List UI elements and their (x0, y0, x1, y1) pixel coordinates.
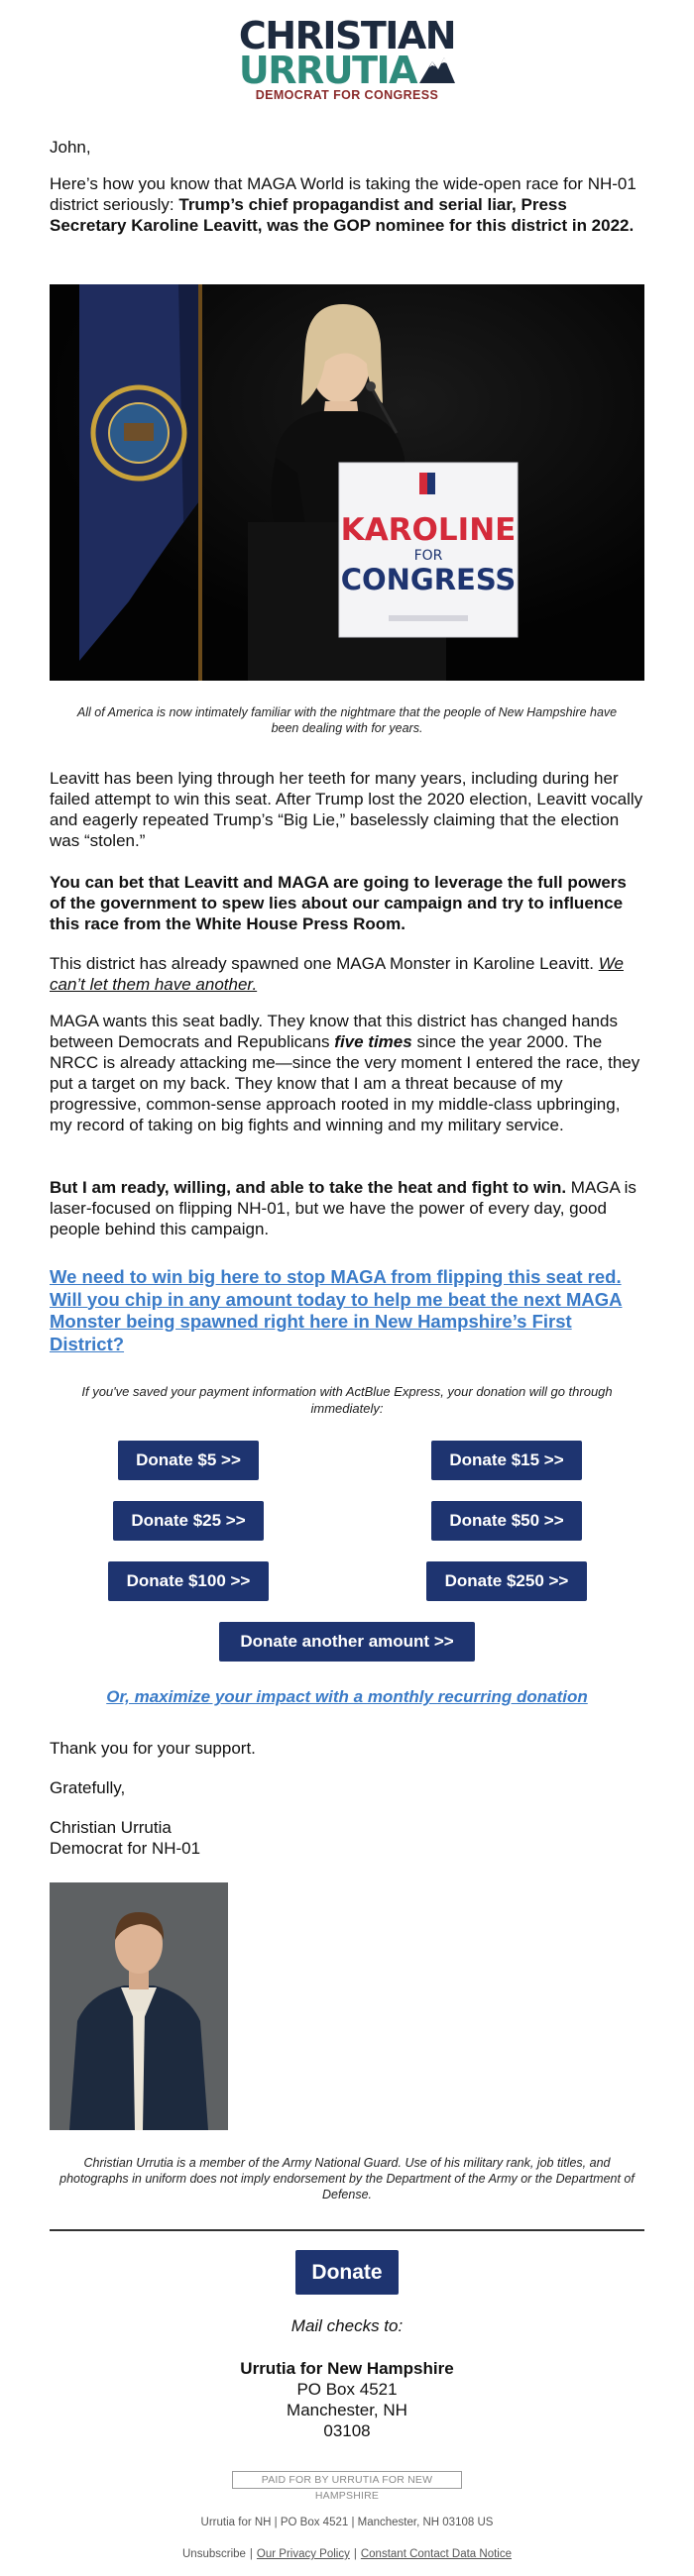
sign-line-2: FOR (413, 548, 443, 564)
separator: | (353, 2548, 357, 2560)
intro-bold: Trump’s chief propagandist and serial liar, Press Secretary Karoline Leavitt, was the GOP nominee for this district in 2022. (50, 195, 635, 235)
campaign-logo (0, 14, 694, 104)
body-paragraph-4 (50, 1011, 644, 1135)
footer-donate-button[interactable]: Donate (295, 2250, 399, 2295)
military-disclaimer: Christian Urrutia is a member of the Army National Guard. Use of his military rank, job titles, and photographs in uniform does not imply endorsement by the Department of the Army or the Department of Defense. (59, 2156, 635, 2201)
sign-line-3: CONGRESS (340, 563, 517, 596)
body-paragraph-2: You can bet that Leavitt and MAGA are going to leverage the full powers of the government to spew lies about our campaign and try to influence this race from the White House Press Room. (50, 873, 627, 933)
privacy-policy-link[interactable]: Our Privacy Policy (256, 2548, 350, 2560)
mail-checks-label: Mail checks to: (290, 2316, 404, 2335)
para4-emphasis: five times (334, 1032, 412, 1051)
body-paragraph-3 (50, 953, 644, 995)
address-po-box: PO Box 4521 (296, 2380, 398, 2399)
logo-tagline: DEMOCRAT FOR CONGRESS (255, 88, 439, 102)
signature-title: Democrat for NH-01 (50, 1839, 201, 1858)
para3-emphasis: We can’t let them have another. (50, 954, 624, 994)
mountain-icon (417, 52, 457, 85)
signature-name: Christian Urrutia (50, 1818, 172, 1837)
portrait-illustration (50, 1882, 228, 2130)
sign-off: Gratefully, (50, 1778, 126, 1797)
thank-you-line: Thank you for your support. (50, 1739, 256, 1758)
donate-250-button[interactable]: Donate $250 >> (426, 1561, 587, 1601)
intro-paragraph (50, 173, 644, 236)
para4-c: since the year 2000. The NRCC is already attacking me—since the very moment I entered the race, they put a target on my back. They know that I am a threat because of my progressive, common-sense approach rooted in my middle-class upbringing, my record of taking on big fights and winning and my military service. (50, 1032, 640, 1134)
actblue-express-note: If you've saved your payment information with ActBlue Express, your donation will go through immediately: (81, 1384, 613, 1416)
logo-last-name: URRUTIA (238, 49, 417, 92)
footer-divider (50, 2229, 644, 2231)
unsubscribe-link[interactable]: Unsubscribe (182, 2548, 246, 2560)
sign-line-1: KAROLINE (340, 512, 517, 548)
donate-50-button[interactable]: Donate $50 >> (431, 1501, 582, 1541)
para4-a: MAGA wants this seat badly. They know that this district has changed hands between Democrats and Republicans (50, 1012, 618, 1051)
greeting: John, (50, 138, 91, 157)
para3-plain: This district has already spawned one MAGA Monster in Karoline Leavitt. (50, 954, 599, 973)
hero-photo (50, 284, 644, 681)
hero-illustration (50, 284, 644, 681)
donate-5-button[interactable]: Donate $5 >> (118, 1441, 259, 1480)
donate-25-button[interactable]: Donate $25 >> (113, 1501, 264, 1541)
recurring-donation-link[interactable]: Or, maximize your impact with a monthly recurring donation (106, 1687, 588, 1706)
para5-plain: MAGA is laser-focused on flipping NH-01, but we have the power of every day, good people behind this campaign. (50, 1178, 636, 1238)
donate-100-button[interactable]: Donate $100 >> (108, 1561, 269, 1601)
logo-first-name: CHRISTIAN (238, 14, 456, 57)
address-zip: 03108 (323, 2421, 371, 2440)
donate-15-button[interactable]: Donate $15 >> (431, 1441, 582, 1480)
podium-sign (339, 463, 518, 637)
footer-address-line: Urrutia for NH | PO Box 4521 | Manchester, NH 03108 US (200, 2517, 494, 2528)
body-paragraph-5 (50, 1177, 644, 1239)
para5-bold: But I am ready, willing, and able to take the heat and fight to win. (50, 1178, 567, 1197)
donation-appeal-link[interactable]: We need to win big here to stop MAGA from flipping this seat red. Will you chip in any amount today to help me beat the next MAGA Monster being spawned right here in New Hampshire’s First District? (50, 1266, 623, 1354)
address-city: Manchester, NH (287, 2401, 407, 2419)
footer-links (0, 2548, 694, 2560)
paid-for-disclaimer: PAID FOR BY URRUTIA FOR NEW HAMPSHIRE (232, 2471, 462, 2489)
hero-caption: All of America is now intimately familiar with the nightmare that the people of New Hampshire have been dealing with for years. (76, 705, 618, 735)
mailing-address (0, 2358, 694, 2441)
data-notice-link[interactable]: Constant Contact Data Notice (360, 2548, 512, 2560)
address-org: Urrutia for New Hampshire (240, 2359, 454, 2378)
donate-other-amount-button[interactable]: Donate another amount >> (219, 1622, 475, 1662)
body-paragraph-1: Leavitt has been lying through her teeth for many years, including during her failed attempt to win this seat. After Trump lost the 2020 election, Leavitt vocally and eagerly repeated Trump’s “Big Lie,” baselessly claiming that the election was “stolen.” (50, 769, 643, 850)
candidate-portrait (50, 1882, 228, 2130)
separator: | (249, 2548, 253, 2560)
intro-plain: Here’s how you know that MAGA World is taking the wide-open race for NH-01 district seriously: (50, 174, 636, 214)
